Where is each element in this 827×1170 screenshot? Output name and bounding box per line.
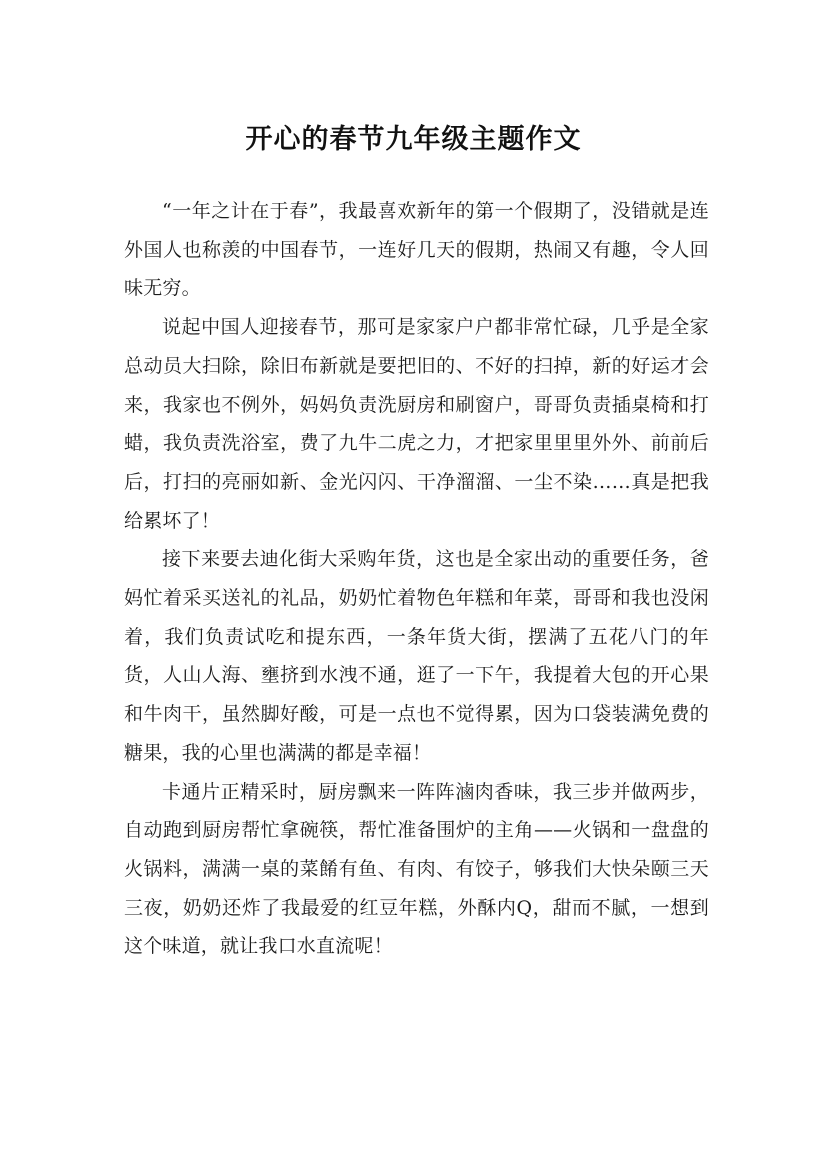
paragraph-4: 卡通片正精采时，厨房飘来一阵阵滷肉香味，我三步并做两步，自动跑到厨房帮忙拿碗筷，帮忙准备围炉的主角——火锅和一盘盘的火锅料，满满一桌的菜餚有鱼、有肉、有饺子，够我们大快朵颐三天三夜，奶奶还炸了我最爱的红豆年糕，外酥内Q，甜而不腻，一想到这个味道，就让我口水直流呢！ xyxy=(124,780,709,958)
essay-body xyxy=(124,192,709,966)
paragraph-2: 说起中国人迎接春节，那可是家家户户都非常忙碌，几乎是全家总动员大扫除，除旧布新就是要把旧的、不好的扫掉，新的好运才会来，我家也不例外，妈妈负责洗厨房和刷窗户，哥哥负责插桌椅和打蜡，我负责洗浴室，费了九牛二虎之力，才把家里里里外外、前前后后，打扫的亮丽如新、金光闪闪、干净溜溜、一尘不染……真是把我给累坏了！ xyxy=(124,316,709,532)
paragraph-3: 接下来要去迪化街大采购年货，这也是全家出动的重要任务，爸妈忙着采买送礼的礼品，奶奶忙着物色年糕和年菜，哥哥和我也没闲着，我们负责试吃和提东西，一条年货大街，摆满了五花八门的年货，人山人海、壅挤到水洩不通，逛了一下午，我提着大包的开心果和牛肉干，虽然脚好酸，可是一点也不觉得累，因为口袋装满免费的糖果，我的心里也满满的都是幸福！ xyxy=(124,548,709,764)
document-title: 开心的春节九年级主题作文 xyxy=(245,124,582,156)
paragraph-1: “一年之计在于春”，我最喜欢新年的第一个假期了，没错就是连外国人也称羡的中国春节，一连好几天的假期，热闹又有趣，令人回味无穷。 xyxy=(124,200,709,300)
